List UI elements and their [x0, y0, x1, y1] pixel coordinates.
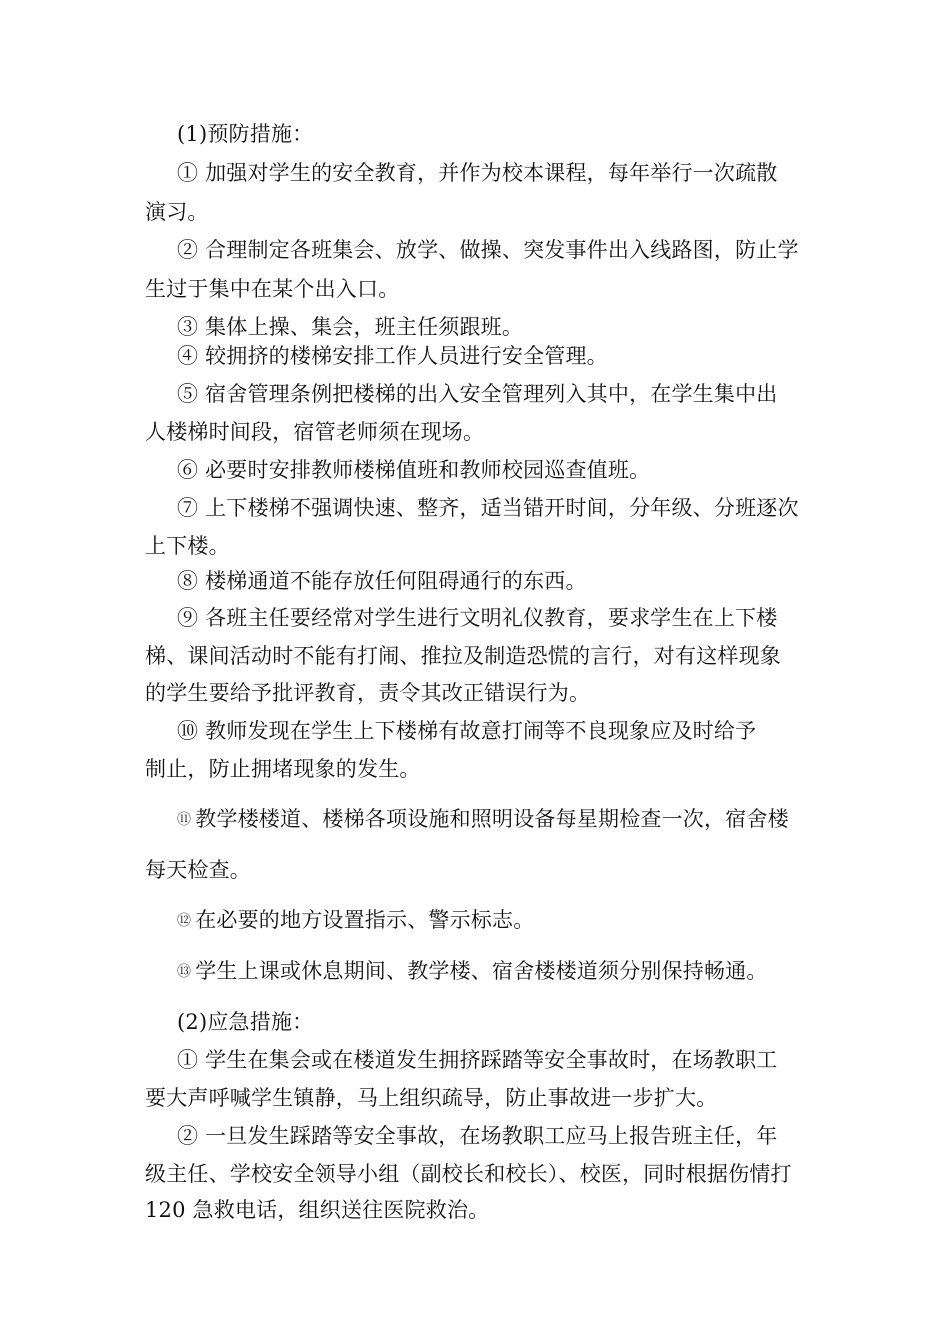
item-13-text: 学生上课或休息期间、教学楼、宿舍楼楼道须分别保持畅通。	[195, 959, 768, 983]
prevention-item-10-line-2: 制止，防止拥堵现象的发生。	[145, 757, 421, 781]
item-11-text: 教学楼楼道、楼梯各项设施和照明设备每星期检查一次，宿舍楼	[195, 807, 789, 831]
emergency-heading: (2)应急措施：	[177, 1010, 314, 1034]
emergency-item-1-line-2: 要大声呼喊学生镇静，马上组织疏导，防止事故进一步扩大。	[145, 1086, 718, 1110]
prevention-item-8: ⑧ 楼梯通道不能存放任何阻碍通行的东西。	[177, 569, 587, 593]
prevention-item-11-line-1	[177, 805, 817, 834]
item-12-text: 在必要的地方设置指示、警示标志。	[195, 908, 535, 932]
emergency-item-2-line-1: ② 一旦发生踩踏等安全事故，在场教职工应马上报告班主任，年	[177, 1124, 778, 1148]
prevention-item-3: ③ 集体上操、集会，班主任须跟班。	[177, 315, 524, 339]
emergency-item-1-line-1: ① 学生在集会或在楼道发生拥挤踩踏等安全事故时，在场教职工	[177, 1048, 778, 1072]
prevention-item-1-line-2: 演习。	[145, 200, 209, 224]
prevention-item-1-line-1: ① 加强对学生的安全教育，并作为校本课程，每年举行一次疏散	[177, 161, 778, 185]
prevention-item-6: ⑥ 必要时安排教师楼梯值班和教师校园巡查值班。	[177, 458, 651, 482]
prevention-item-11-line-2: 每天检查。	[145, 858, 251, 882]
emergency-item-2-line-2: 级主任、学校安全领导小组（副校长和校长）、校医，同时根据伤情打	[145, 1162, 792, 1186]
item-12-mark: ⑫	[177, 913, 192, 929]
prevention-item-9-line-3: 的学生要给予批评教育，责令其改正错误行为。	[145, 681, 591, 705]
prevention-item-2-line-2: 生过于集中在某个出入口。	[145, 277, 400, 301]
item-11-mark: ⑪	[177, 812, 192, 828]
prevention-item-12	[177, 906, 817, 935]
prevention-item-4: ④ 较拥挤的楼梯安排工作人员进行安全管理。	[177, 344, 608, 368]
prevention-item-13	[177, 957, 817, 986]
prevention-item-7-line-2: 上下楼。	[145, 534, 230, 558]
prevention-item-9-line-2: 梯、课间活动时不能有打闹、推拉及制造恐慌的言行，对有这样现象	[145, 644, 781, 668]
prevention-item-5-line-2: 人楼梯时间段，宿管老师须在现场。	[145, 420, 485, 444]
item-13-mark: ⑬	[177, 964, 192, 980]
prevention-item-5-line-1: ⑤ 宿舍管理条例把楼梯的出入安全管理列入其中，在学生集中出	[177, 382, 778, 406]
prevention-item-9-line-1: ⑨ 各班主任要经常对学生进行文明礼仪教育，要求学生在上下楼	[177, 606, 778, 630]
emergency-item-2-line-3: 120 急救电话，组织送往医院救治。	[145, 1198, 490, 1222]
prevention-item-2-line-1: ② 合理制定各班集会、放学、做操、突发事件出入线路图，防止学	[177, 238, 799, 262]
prevention-item-10-line-1: ⑩ 教师发现在学生上下楼梯有故意打闹等不良现象应及时给予	[177, 719, 757, 743]
prevention-item-7-line-1: ⑦ 上下楼梯不强调快速、整齐，适当错开时间，分年级、分班逐次	[177, 496, 799, 520]
prevention-heading: (1)预防措施：	[177, 122, 314, 146]
